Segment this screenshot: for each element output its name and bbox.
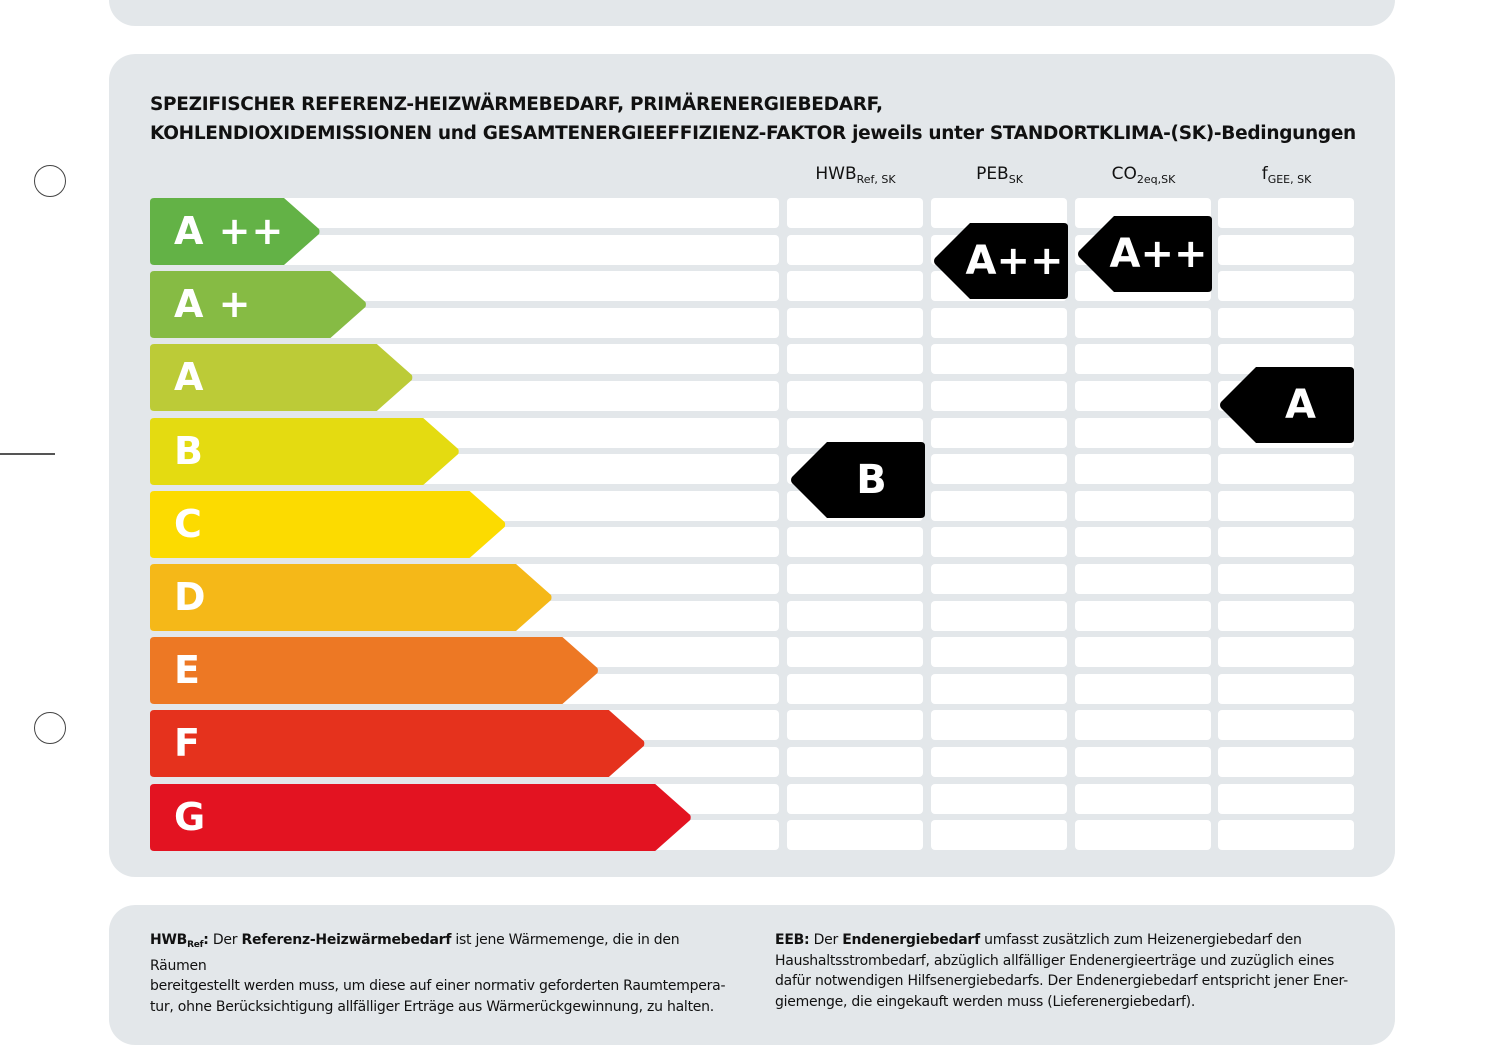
grid-cell xyxy=(931,784,1067,814)
grid-cell xyxy=(1218,637,1354,667)
class-arrow xyxy=(150,198,320,265)
class-label: D xyxy=(174,575,207,619)
class-label: B xyxy=(174,428,204,473)
rating-value: A xyxy=(1285,382,1316,429)
grid-cell xyxy=(787,637,923,667)
grid-cell xyxy=(787,601,923,631)
grid-cell xyxy=(1075,820,1211,850)
class-label: G xyxy=(174,794,207,839)
title-line-2: KOHLENDIOXIDEMISSIONEN und GESAMTENERGIEEFFIZIENZ-FAKTOR jeweils unter STANDORTKLIMA-(SK)-Bedingungen xyxy=(150,123,1356,144)
grid-cell xyxy=(1075,381,1211,411)
grid-cell xyxy=(931,527,1067,557)
grid-cell xyxy=(1218,710,1354,740)
grid-cell xyxy=(931,491,1067,521)
grid-cell xyxy=(1075,710,1211,740)
grid-cell xyxy=(787,527,923,557)
grid-cell xyxy=(787,271,923,301)
class-label: A + xyxy=(174,282,252,327)
grid-cell xyxy=(931,820,1067,850)
grid-cell xyxy=(1218,198,1354,228)
grid-cell xyxy=(787,235,923,265)
footnote-eeb: EEB: Der Endenergiebedarf umfasst zusätzlich zum Heizenergiebedarf den Haushaltsstrombedarf, abzüglich allfälliger Endenergieerträge und zuzüglich eines dafür notwendigen Hilfsenergiebedarfs. Der Endenergiebedarf entspricht jener Ener- giemenge, die eingekauft werden muss (Lieferenergiebedarf). xyxy=(775,932,1348,1010)
class-arrow xyxy=(150,784,691,851)
grid-cell xyxy=(931,344,1067,374)
grid-cell xyxy=(787,381,923,411)
class-arrow-shape xyxy=(150,784,691,851)
grid-cell xyxy=(931,710,1067,740)
grid-cell xyxy=(931,674,1067,704)
grid-cell xyxy=(787,564,923,594)
class-arrow xyxy=(150,491,506,558)
rating-value: B xyxy=(856,456,887,503)
class-arrow xyxy=(150,564,552,631)
rating-badge-fgee xyxy=(1219,367,1354,443)
grid-cell xyxy=(787,308,923,338)
rating-badge-co2 xyxy=(1077,216,1212,292)
grid-cell xyxy=(931,454,1067,484)
rating-badge-hwb xyxy=(790,442,925,518)
grid-cell xyxy=(1218,235,1354,265)
footnote-hwb: $HWB_{Ref}$: Der Referenz-Heizwärmebedarf ist jene Wärmemenge, die in den Räumen bereitgestellt werden muss, um diese auf einer normativ geforderten Raumtempera- tur, ohne Berücksichtigung allfälliger Erträge aus Wärmerückgewinnung, zu halten. xyxy=(150,932,726,1015)
punch-hole-top xyxy=(34,165,66,197)
grid-cell xyxy=(787,784,923,814)
grid-cell xyxy=(1075,308,1211,338)
grid-cell xyxy=(1075,418,1211,448)
grid-cell xyxy=(1218,564,1354,594)
column-header-co2: $CO_{2eq,SK}$ xyxy=(1111,164,1176,186)
class-label: F xyxy=(174,721,201,766)
class-label: A xyxy=(174,355,205,400)
section-title xyxy=(150,90,1370,148)
grid-cell xyxy=(787,344,923,374)
column-header-fgee: $f_{GEE, SK}$ xyxy=(1261,164,1312,186)
grid-cell xyxy=(787,710,923,740)
grid-cell xyxy=(787,747,923,777)
grid-cell xyxy=(931,418,1067,448)
grid-cell xyxy=(1218,454,1354,484)
grid-cell xyxy=(1218,747,1354,777)
grid-cell xyxy=(1075,784,1211,814)
class-arrow xyxy=(150,344,413,411)
column-header-peb: $PEB_{SK}$ xyxy=(976,164,1023,186)
grid-cell xyxy=(1218,308,1354,338)
grid-cell xyxy=(1075,454,1211,484)
class-label: C xyxy=(174,501,203,546)
grid-cell xyxy=(931,747,1067,777)
rating-badge-peb xyxy=(933,223,1068,299)
grid-cell xyxy=(1075,637,1211,667)
grid-cell xyxy=(931,308,1067,338)
grid-cell xyxy=(1218,820,1354,850)
class-arrow-shape xyxy=(150,637,598,704)
class-arrow xyxy=(150,637,598,704)
title-line-1: SPEZIFISCHER REFERENZ-HEIZWÄRMEBEDARF, PRIMÄRENERGIEBEDARF, xyxy=(150,94,883,115)
rating-value: A++ xyxy=(1109,231,1208,277)
grid-cell xyxy=(1218,784,1354,814)
fold-mark xyxy=(0,453,55,455)
class-label: E xyxy=(174,648,201,693)
grid-cell xyxy=(1218,601,1354,631)
column-header-hwb: $HWB_{Ref, SK}$ xyxy=(815,164,896,186)
grid-cell xyxy=(787,820,923,850)
grid-cell xyxy=(1075,527,1211,557)
grid-cell xyxy=(1075,491,1211,521)
grid-cell xyxy=(1075,747,1211,777)
grid-cell xyxy=(1075,344,1211,374)
grid-cell xyxy=(1218,674,1354,704)
grid-cell xyxy=(1075,564,1211,594)
punch-hole-bottom xyxy=(34,712,66,744)
grid-cell xyxy=(931,637,1067,667)
grid-cell xyxy=(1218,491,1354,521)
class-arrow-shape xyxy=(150,710,645,777)
class-label: A ++ xyxy=(174,209,285,253)
grid-cell xyxy=(787,198,923,228)
rating-value: A++ xyxy=(965,238,1064,284)
grid-cell xyxy=(1218,271,1354,301)
grid-cell xyxy=(931,601,1067,631)
grid-cell xyxy=(1218,527,1354,557)
class-arrow xyxy=(150,418,459,485)
grid-cell xyxy=(931,381,1067,411)
top-panel xyxy=(109,0,1395,26)
grid-cell xyxy=(1075,601,1211,631)
grid-cell xyxy=(931,564,1067,594)
grid-cell xyxy=(787,674,923,704)
class-arrow xyxy=(150,271,366,338)
class-arrow xyxy=(150,710,645,777)
grid-cell xyxy=(1075,674,1211,704)
class-arrow-shape xyxy=(150,491,506,558)
class-arrow-shape xyxy=(150,564,552,631)
